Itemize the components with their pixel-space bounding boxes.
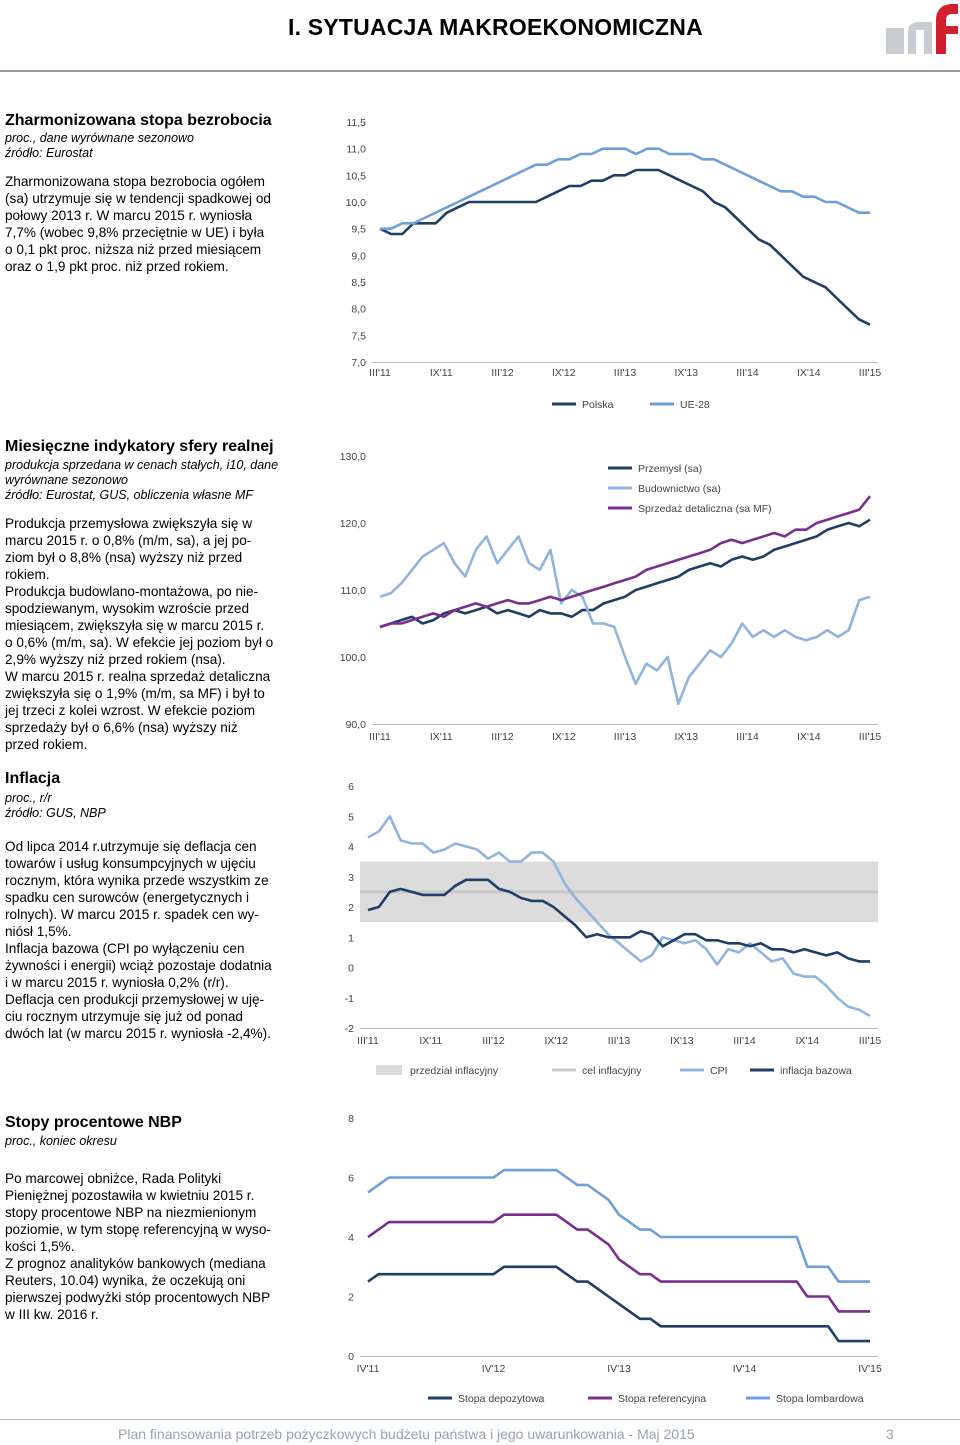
chart-nbp-rates [330, 1108, 890, 1414]
x-tick-label: IX'12 [551, 367, 576, 379]
text-line: Pieniężnej pozostawiła w kwietniu 2015 r. [5, 1188, 255, 1203]
text-line: kości 1,5%. [5, 1239, 75, 1254]
x-tick-label: III'14 [736, 367, 759, 379]
x-tick-label: IX'12 [551, 731, 576, 743]
text-line: marcu 2015 r. o 0,8% (m/m, sa), a jej po- [5, 533, 252, 548]
x-tick-label: III'14 [733, 1035, 756, 1047]
footer-rule [0, 1419, 960, 1420]
section-text [5, 838, 272, 1042]
legend-label: Przemysł (sa) [638, 463, 703, 475]
text-line: i w marcu 2015 r. wyniosła 0,2% (r/r). [5, 975, 229, 990]
y-tick-label: 3 [348, 871, 354, 884]
x-tick-label: IX'14 [796, 731, 821, 743]
text-line: (sa) utrzymuje się w tendencji spadkowej od [5, 191, 271, 206]
chart-inflation [330, 776, 890, 1082]
chart-real-indicators [330, 444, 890, 750]
text-line: o 0,6% (m/m, sa). W efekcie jej poziom był o [5, 635, 274, 650]
x-tick-label: IX'11 [419, 1035, 443, 1047]
page-title: I. SYTUACJA MAKROEKONOMICZNA [288, 14, 703, 40]
x-tick-label: III'11 [369, 731, 391, 743]
legend-label: CPI [710, 1065, 728, 1077]
text-line: o 0,1 pkt proc. niższa niż przed miesiącem [5, 242, 262, 257]
section-title-unemployment: Zharmonizowana stopa bezrobocia [5, 112, 272, 129]
x-tick-label: III'12 [482, 1035, 505, 1047]
text-line: zwiększyła się o 1,9% (m/m, sa MF) i był to [5, 686, 265, 701]
y-tick-label: 90,0 [345, 719, 366, 731]
legend-label: Budownictwo (sa) [638, 483, 721, 495]
x-tick-label: III'13 [613, 731, 637, 743]
y-tick-label: 0 [348, 962, 354, 975]
text-line: żywności i energii) wciąż pozostaje dodatnia [5, 958, 272, 973]
subtitle-line: proc., dane wyrównane sezonowo [5, 131, 195, 145]
text-line: stopy procentowe NBP na niezmienionym [5, 1205, 257, 1220]
text-line: ziom był o 8,8% (nsa) wyższy niż przed [5, 550, 243, 565]
subtitle-line: źródło: Eurostat, GUS, obliczenia własne MF [5, 488, 254, 502]
text-line: Produkcja przemysłowa zwiększyła się w [5, 516, 253, 531]
x-tick-label: IX'13 [674, 367, 699, 379]
y-tick-label: 10,0 [345, 197, 366, 209]
x-tick-label: IV'11 [356, 1363, 380, 1375]
text-line: sprzedaży był o 6,6% (nsa) wyższy niż [5, 720, 238, 735]
x-tick-label: III'11 [357, 1035, 379, 1047]
text-line: ciu rocznym utrzymuje się już od ponad [5, 1009, 243, 1024]
y-tick-label: 0 [348, 1351, 354, 1363]
text-line: spodziewanym, wysokim wzroście przed [5, 601, 250, 616]
y-tick-label: 8 [348, 1113, 354, 1125]
series-line [368, 1170, 870, 1282]
text-line: spadku cen surowców (energetycznych i [5, 890, 250, 905]
legend-label: Polska [582, 399, 614, 411]
text-line: rokiem. [5, 567, 50, 582]
legend-label: UE-28 [680, 399, 710, 411]
header-rule [0, 70, 960, 72]
page-number: 3 [886, 1426, 894, 1442]
text-line: 7,7% (wobec 9,8% przeciętnie w UE) i była [5, 225, 265, 240]
y-tick-label: 11,0 [346, 143, 366, 156]
legend-label: przedział inflacyjny [410, 1065, 499, 1077]
series-line [368, 1267, 870, 1341]
y-tick-label: -1 [344, 992, 354, 1005]
y-tick-label: 1 [348, 932, 354, 945]
y-tick-label: 9,0 [351, 250, 366, 263]
x-tick-label: III'14 [736, 731, 759, 743]
footer-text: Plan finansowania potrzeb pożyczkowych budżetu państwa i jego uwarunkowania - Maj 2015 [118, 1426, 695, 1442]
section-subtitle [5, 791, 106, 821]
subtitle-line: wyrównane sezonowo [5, 473, 128, 487]
x-tick-label: III'12 [491, 731, 514, 743]
y-tick-label: 10,5 [345, 170, 366, 183]
x-tick-label: IV'12 [481, 1363, 506, 1375]
y-tick-label: 120,0 [339, 518, 366, 530]
x-tick-label: IV'14 [732, 1363, 757, 1375]
text-line: w III kw. 2016 r. [5, 1307, 99, 1322]
text-line: Reuters, 10.04) wynika, że oczekują oni [5, 1273, 246, 1288]
text-line: Produkcja budowlano-montażowa, po nie- [5, 584, 259, 599]
mf-logo [886, 2, 958, 56]
subtitle-line: produkcja sprzedana w cenach stałych, i10, dane [5, 458, 279, 472]
x-tick-label: III'15 [858, 731, 882, 743]
x-tick-label: III'13 [607, 1035, 631, 1047]
x-tick-label: IX'11 [429, 367, 453, 379]
section-text [5, 173, 271, 275]
section-subtitle [5, 458, 278, 503]
text-line: przed rokiem. [5, 737, 88, 752]
y-tick-label: 6 [348, 1172, 354, 1185]
x-tick-label: III'13 [613, 367, 637, 379]
y-tick-label: 4 [348, 1232, 354, 1244]
subtitle-line: proc., r/r [5, 791, 52, 805]
x-tick-label: IV'13 [607, 1363, 631, 1375]
x-tick-label: III'15 [858, 1035, 882, 1047]
y-tick-label: 5 [348, 811, 354, 824]
section-text [5, 515, 273, 753]
text-line: rocznym, która wynika przede wszystkim ze [5, 873, 269, 888]
text-line: poziomie, w tym stopę referencyjną w wyso- [5, 1222, 271, 1237]
y-tick-label: 100,0 [339, 652, 366, 664]
text-line: oraz o 1,9 pkt proc. niż przed rokiem. [5, 259, 229, 274]
section-title-inflation: Inflacja [5, 770, 61, 787]
series-line [380, 149, 870, 229]
legend-label: Sprzedaż detaliczna (sa MF) [638, 503, 772, 515]
legend-label: Stopa depozytowa [458, 1393, 545, 1405]
legend-label: Stopa referencyjna [618, 1393, 707, 1405]
y-tick-label: 6 [348, 781, 354, 793]
y-tick-label: 7,5 [351, 330, 366, 343]
section-subtitle [5, 1134, 117, 1149]
x-tick-label: III'11 [369, 367, 391, 379]
text-line: Zharmonizowana stopa bezrobocia ogółem [5, 174, 265, 189]
section-title-real-indicators: Miesięczne indykatory sfery realnej [5, 438, 274, 455]
subtitle-line: źródło: GUS, NBP [5, 806, 106, 820]
legend-label: cel inflacyjny [582, 1065, 642, 1077]
legend-label: inflacja bazowa [780, 1065, 852, 1077]
x-tick-label: IX'11 [429, 731, 453, 743]
text-line: niósł 1,5%. [5, 924, 72, 939]
text-line: jej trzeci z kolei wzrost. W efekcie poziom [5, 703, 256, 718]
series-line [368, 1215, 870, 1312]
x-tick-label: IX'14 [795, 1035, 820, 1047]
legend-label: Stopa lombardowa [776, 1393, 864, 1405]
x-tick-label: IV'15 [858, 1363, 882, 1375]
legend-swatch [376, 1065, 402, 1075]
x-tick-label: III'12 [491, 367, 514, 379]
y-tick-label: 110,0 [340, 585, 366, 597]
section-title-nbp-rates: Stopy procentowe NBP [5, 1114, 182, 1131]
y-tick-label: 4 [348, 841, 354, 854]
x-tick-label: IX'13 [674, 731, 699, 743]
y-tick-label: 8,0 [351, 303, 366, 316]
text-line: Z prognoz analityków bankowych (mediana [5, 1256, 266, 1271]
series-line [380, 536, 870, 704]
text-line: 2,9% wyższy niż przed rokiem (nsa). [5, 652, 226, 667]
text-line: Po marcowej obniżce, Rada Polityki [5, 1171, 222, 1186]
text-line: dwóch lat (w marcu 2015 r. wyniosła -2,4%). [5, 1026, 271, 1041]
text-line: rolnych). W marcu 2015 r. spadek cen wy- [5, 907, 259, 922]
x-tick-label: III'15 [858, 367, 882, 379]
chart-unemployment [330, 112, 890, 412]
text-line: Inflacja bazowa (CPI po wyłączeniu cen [5, 941, 245, 956]
y-tick-label: 8,5 [351, 277, 366, 289]
x-tick-label: IX'12 [544, 1035, 569, 1047]
text-line: połowy 2013 r. W marcu 2015 r. wyniosła [5, 208, 253, 223]
y-tick-label: -2 [344, 1023, 354, 1035]
section-subtitle [5, 131, 194, 161]
text-line: towarów i usług konsumpcyjnych w ujęciu [5, 856, 256, 871]
text-line: Deflacja cen produkcji przemysłowej w uję- [5, 992, 265, 1007]
text-line: Od lipca 2014 r.utrzymuje się deflacja cen [5, 839, 257, 854]
y-tick-label: 7,0 [351, 357, 366, 369]
section-text [5, 1170, 271, 1323]
x-tick-label: IX'13 [669, 1035, 694, 1047]
text-line: pierwszej podwyżki stóp procentowych NBP [5, 1290, 271, 1305]
y-tick-label: 9,5 [351, 223, 366, 236]
y-tick-label: 2 [348, 902, 354, 914]
subtitle-line: proc., koniec okresu [5, 1134, 117, 1148]
text-line: miesiącem, zwiększyła się w marcu 2015 r. [5, 618, 265, 633]
x-tick-label: IX'14 [796, 367, 821, 379]
y-tick-label: 130,0 [339, 451, 366, 463]
subtitle-line: źródło: Eurostat [5, 146, 93, 160]
y-tick-label: 11,5 [346, 117, 366, 129]
y-tick-label: 2 [348, 1291, 354, 1304]
text-line: W marcu 2015 r. realna sprzedaż detaliczna [5, 669, 271, 684]
